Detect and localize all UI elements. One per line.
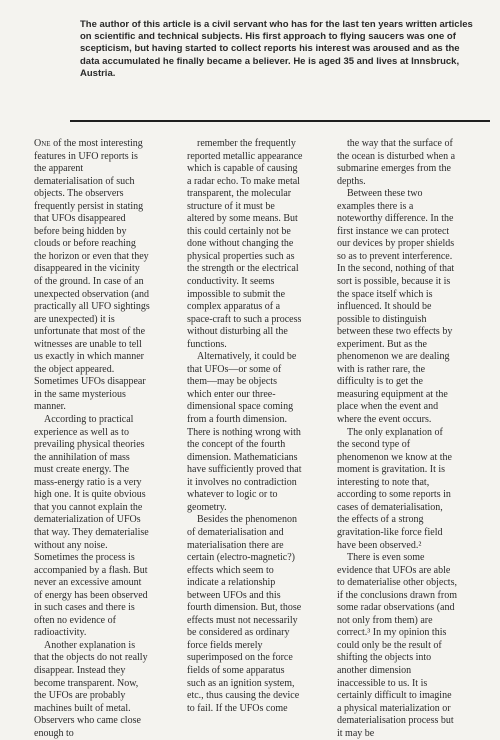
section-divider (70, 120, 490, 122)
article-paragraph (34, 414, 150, 640)
paragraph-text: There is even some evidence that UFOs are able to dematerialise other objects, if the conclusions drawn from some radar observations (and not only from them) are correct.³ In my opinion this could only be the result of shifting the objects into another dimension inaccessible to us. It is certainly difficult to imagine a physical materialization or dematerialisation process but it may be (337, 552, 457, 739)
article-paragraph (34, 138, 150, 414)
paragraph-text: of the most interesting features in UFO reports is the apparent dematerialisation of such objects. The observers frequently persist in stating that UFOs disappeared before being hidden by clouds or before reaching the horizon or even that they disappeared in the vicinity of the ground. In case of an unexpected observation (and practically all UFO sightings are unexpected) it is unfortunate that most of the witnesses are unable to tell us exactly in which manner the object appeared. Sometimes UFOs disappear in the same mysterious manner. (34, 138, 150, 413)
paragraph-text: According to practical experience as well as to prevailing physical theories the annihilation of mass must create energy. The mass-energy ratio is a very high one. It is quite obvious that you cannot explain the dematerialization of UFOs that way. They dematerialise without any noise. Sometimes the process is accompanied by a flash. But never an excessive amount of energy has been observed in such cases and there is often no evidence of radioactivity. (34, 414, 149, 639)
paragraph-text: Alternatively, it could be that UFOs—or some of them—may be objects which enter our three-dimensional space coming from a fourth dimension. There is nothing wrong with the concept of the fourth dimension. Mathematicians have sufficiently proved that it involves no contradiction whatever to logic or to geometry. (187, 351, 302, 513)
article-paragraph (187, 514, 303, 715)
paragraph-text: Besides the phenomenon of dematerialisation and materialisation there are certain (electro-magnetic?) effects which seem to indicate a relationship between UFOs and this fourth dimension. But, those effects must not necessarily be considered as ordinary force fields merely superimposed on the force fields of some apparatus such as an ignition system, etc., thus causing the device to fail. If the UFOs come (187, 514, 302, 714)
article-column-2 (187, 138, 303, 715)
author-note (80, 19, 480, 80)
article-paragraph (337, 138, 457, 188)
paragraph-text: the way that the surface of the ocean is disturbed when a submarine emerges from the depths. (337, 138, 456, 187)
author-note-text: The author of this article is a civil servant who has for the last ten years written articles on scientific and technical subjects. His first approach to flying saucers was one of scepticism, but having started to collect reports his interest was aroused and as the data accumulated he finally became a believer. He is aged 35 and lives at Innsbruck, Austria. (80, 19, 473, 79)
article-paragraph (337, 427, 457, 552)
article-paragraph (34, 640, 150, 740)
paragraph-text: The only explanation of the second type of phenomenon we know at the moment is gravitation. It is interesting to note that, according to some reports in cases of dematerialisation, the effects of a strong gravitation-like force field have been observed.² (337, 426, 452, 551)
paragraph-text: remember the frequently reported metallic appearance which is capable of causing a radar echo. To make metal transparent, the molecular structure of it must be altered by some means. But this could certainly not be done without changing the physical properties such as the strength or the electrical conductivity. It seems impossible to submit the complex apparatus of a space-craft to such a process without disturbing all the functions. (187, 138, 303, 350)
article-column-1 (34, 138, 150, 740)
article-paragraph (337, 552, 457, 740)
article-paragraph (187, 138, 303, 351)
drop-lead-word: One (34, 138, 51, 149)
article-paragraph (337, 188, 457, 426)
paragraph-text: Between these two examples there is a noteworthy difference. In the first instance we can protect our devices by proper shields so as to prevent interference. In the second, nothing of that sort is possible, because it is the space itself which is influenced. It should be possible to distinguish between these two effects by experiment. But as the phenomenon we are dealing with is rather rare, the difficulty is to get the measuring equipment at the place when the event and where the event occurs. (337, 188, 455, 426)
paragraph-text: Another explanation is that the objects do not really disappear. Instead they become transparent. Now, the UFOs are probably machines built of metal. Observers who came close enough to (34, 639, 148, 739)
article-column-3 (337, 138, 457, 740)
article-paragraph (187, 351, 303, 514)
